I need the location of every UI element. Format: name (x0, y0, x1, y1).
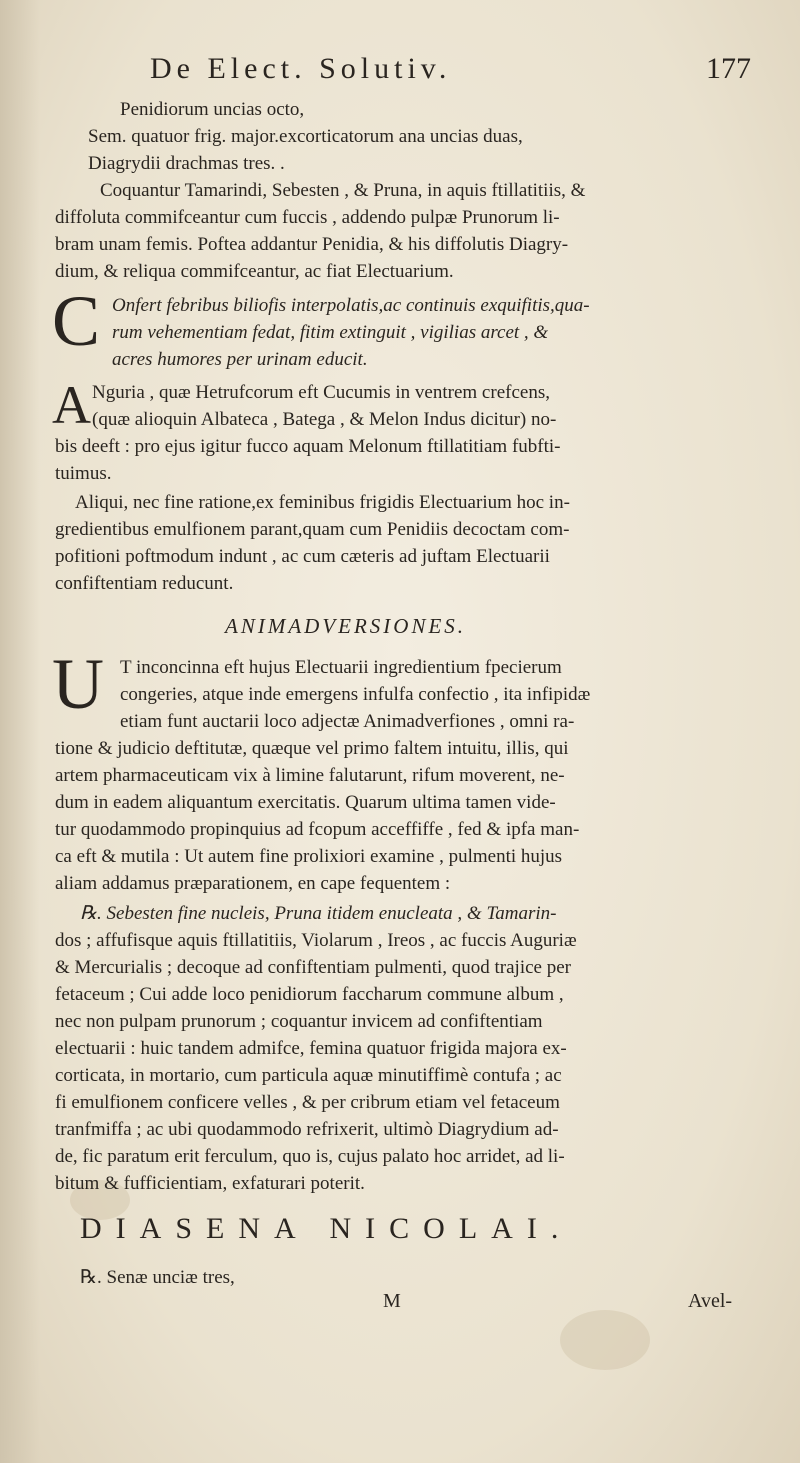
gutter-shadow (0, 0, 40, 1463)
paragraph-line: dium, & reliqua commifceantur, ac fiat Electuarium. (55, 261, 454, 282)
running-head (0, 52, 800, 96)
drop-cap: U (52, 644, 104, 724)
drop-cap: A (52, 375, 91, 435)
paragraph-line: corticata, in mortario, cum particula aquæ minutiffimè contufa ; ac (55, 1065, 562, 1086)
paragraph-line: (quæ alioquin Albateca , Batega , & Melon Indus dicitur) no- (92, 409, 557, 430)
paragraph-line: & Mercurialis ; decoque ad confiftentiam pulmenti, quod trajice per (55, 957, 571, 978)
paragraph-line: T inconcinna eft hujus Electuarii ingredientium fpecierum (120, 657, 562, 678)
paragraph-line: etiam funt auctarii loco adjectæ Animadverfiones , omni ra- (120, 711, 575, 732)
paragraph-line: ca eft & mutila : Ut autem fine prolixiori examine , pulmenti hujus (55, 846, 563, 867)
recipe-line: Diagrydii drachmas tres. . (88, 153, 285, 174)
paragraph-line: Nguria , quæ Hetrufcorum eft Cucumis in ventrem crefcens, (92, 382, 550, 403)
paragraph-line: congeries, atque inde emergens infulfa confectio , ita infipidæ (120, 684, 591, 705)
paragraph-line: confiftentiam reducunt. (55, 573, 234, 594)
paragraph-line: tranfmiffa ; ac ubi quodammodo refrixerit, ultimò Diagrydium ad- (55, 1119, 559, 1140)
drop-cap: C (52, 281, 101, 361)
paragraph-line: pofitioni poftmodum indunt , ac cum cæteris ad juftam Electuarii (55, 546, 550, 567)
paragraph-line: bis deeft : pro ejus igitur fucco aquam Melonum ftillatitiam fubfti- (55, 436, 561, 457)
paragraph-line: fi emulfionem conficere velles , & per cribrum etiam vel fetaceum (55, 1092, 560, 1113)
paragraph-line: Coquantur Tamarindi, Sebesten , & Pruna, in aquis ftillatitiis, & (100, 180, 586, 201)
paragraph-line: nec non pulpam prunorum ; coquantur invicem ad confiftentiam (55, 1011, 543, 1032)
recipe-line: ℞. Sebesten fine nucleis, Pruna itidem enucleata , & Tamarin- (80, 903, 557, 924)
recipe-heading: DIASENA NICOLAI. (80, 1212, 573, 1245)
paragraph-line: dum in eadem aliquantum exercitatis. Quarum ultima tamen vide- (55, 792, 556, 813)
paragraph-line: diffoluta commifceantur cum fuccis , addendo pulpæ Prunorum li- (55, 207, 560, 228)
paragraph-line: electuarii : huic tandem admifce, femina quatuor frigida majora ex- (55, 1038, 567, 1059)
section-heading: ANIMADVERSIONES. (225, 614, 467, 638)
virtue-line: rum vehementiam fedat, fitim extinguit , vigilias arcet , & (112, 322, 549, 343)
paragraph-line: aliam addamus præparationem, en cape fequentem : (55, 873, 451, 894)
paper-stain (560, 1310, 650, 1370)
page-number: 177 (706, 52, 751, 85)
virtue-line: Onfert febribus biliofis interpolatis,ac continuis exquifitis,qua- (112, 295, 590, 316)
paragraph-line: bitum & fufficientiam, exfaturari poterit. (55, 1173, 365, 1194)
paragraph-line: Aliqui, nec fine ratione,ex feminibus frigidis Electuarium hoc in- (75, 492, 570, 513)
paragraph-line: gredientibus emulfionem parant,quam cum Penidiis decoctam com- (55, 519, 570, 540)
signature-mark: M (383, 1290, 401, 1312)
paragraph-line: de, fic paratum erit ferculum, quo is, cujus palato hoc arridet, ad li- (55, 1146, 565, 1167)
catchword: Avel- (688, 1290, 733, 1312)
recipe-line: ℞. Senæ unciæ tres, (80, 1267, 235, 1288)
paragraph-line: fetaceum ; Cui adde loco penidiorum faccharum commune album , (55, 984, 564, 1005)
recipe-line: Sem. quatuor frig. major.excorticatorum ana uncias duas, (88, 126, 523, 147)
paragraph-line: tuimus. (55, 463, 112, 484)
paragraph-line: tur quodammodo propinquius ad fcopum acceffiffe , fed & ipfa man- (55, 819, 580, 840)
paragraph-line: tione & judicio deftitutæ, quæque vel primo faltem intuitu, illis, qui (55, 738, 569, 759)
paragraph-line: bram unam femis. Poftea addantur Penidia, & his diffolutis Diagry- (55, 234, 569, 255)
paragraph-line: dos ; affufisque aquis ftillatitiis, Violarum , Ireos , ac fuccis Auguriæ (55, 930, 577, 951)
running-title: De Elect. Solutiv. (150, 52, 452, 85)
paragraph-line: artem pharmaceuticam vix à limine falutarunt, rifum moverent, ne- (55, 765, 565, 786)
recipe-line: Penidiorum uncias octo, (120, 99, 305, 120)
virtue-line: acres humores per urinam educit. (112, 349, 368, 370)
